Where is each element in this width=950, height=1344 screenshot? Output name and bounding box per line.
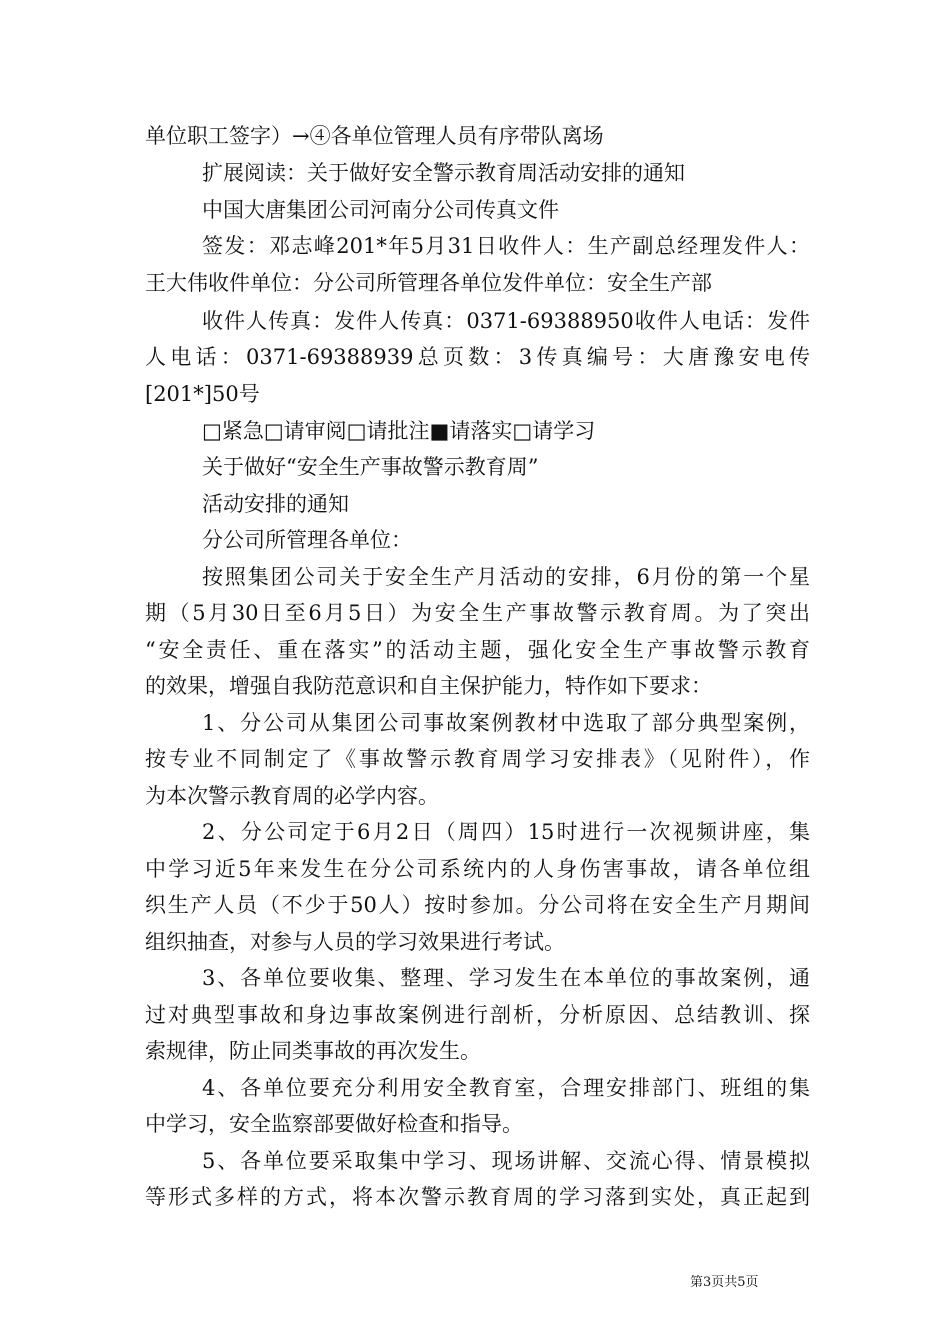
list-item-text: 索规律，防止同类事故的再次发生。	[145, 1039, 481, 1063]
body-text-line: 期（5月30日至6月5日）为安全生产事故警示教育周。为了突出	[145, 601, 810, 625]
body-text-line: 按照集团公司关于安全生产月活动的安排，6月份的第一个星	[202, 565, 810, 589]
body-text-line: 的效果，增强自我防范意识和自主保护能力，特作如下要求：	[145, 674, 712, 698]
fax-document-header: 中国大唐集团公司河南分公司传真文件	[202, 198, 559, 222]
notice-title-line: 活动安排的通知	[202, 492, 349, 516]
extended-reading-title: 扩展阅读：关于做好安全警示教育周活动安排的通知	[202, 161, 685, 185]
list-item-text: 为本次警示教育周的必学内容。	[145, 784, 439, 808]
fax-info-line: 王大伟收件单位：分公司所管理各单位发件单位：安全生产部	[145, 271, 712, 295]
priority-checkboxes: □紧急□请审阅□请批注■请落实□请学习	[202, 419, 596, 443]
fax-number-line: [201*]50号	[145, 382, 260, 406]
list-item-text: 3、各单位要收集、整理、学习发生在本单位的事故案例，通	[202, 966, 810, 990]
page-number: 第3页共5页	[690, 1275, 759, 1290]
list-item-text: 4、各单位要充分利用安全教育室，合理安排部门、班组的集	[202, 1076, 810, 1100]
notice-title-line: 关于做好“安全生产事故警示教育周”	[202, 455, 539, 479]
list-item-text: 过对典型事故和身边事故案例进行剖析，分析原因、总结教训、探	[145, 1003, 810, 1027]
fax-info-line: 签发：邓志峰201*年5月31日收件人：生产副总经理发件人：	[202, 234, 810, 258]
list-item-text: 等形式多样的方式，将本次警示教育周的学习落到实处，真正起到	[145, 1185, 810, 1209]
list-item-text: 组织抽查，对参与人员的学习效果进行考试。	[145, 930, 565, 954]
body-text-line: 单位职工签字）→④各单位管理人员有序带队离场	[145, 124, 604, 148]
list-item-text: 中学习，安全监察部要做好检查和指导。	[145, 1112, 523, 1136]
list-item-text: 2、分公司定于6月2日（周四）15时进行一次视频讲座，集	[202, 820, 810, 844]
body-text-line: “安全责任、重在落实”的活动主题，强化安全生产事故警示教育	[145, 638, 810, 662]
list-item-text: 按专业不同制定了《事故警示教育周学习安排表》（见附件），作	[145, 747, 810, 771]
fax-info-line: 人电话：0371-69388939总页数：3传真编号：大唐豫安电传	[145, 345, 810, 369]
fax-info-line: 收件人传真：发件人传真：0371-69388950收件人电话：发件	[202, 309, 810, 333]
list-item-text: 5、各单位要采取集中学习、现场讲解、交流心得、情景模拟	[202, 1149, 810, 1173]
list-item-text: 织生产人员（不少于50人）按时参加。分公司将在安全生产月期间	[145, 893, 810, 917]
notice-salutation: 分公司所管理各单位：	[202, 528, 412, 552]
list-item-text: 1、分公司从集团公司事故案例教材中选取了部分典型案例，	[202, 711, 810, 735]
list-item-text: 中学习近5年来发生在分公司系统内的人身伤害事故，请各单位组	[145, 857, 810, 881]
